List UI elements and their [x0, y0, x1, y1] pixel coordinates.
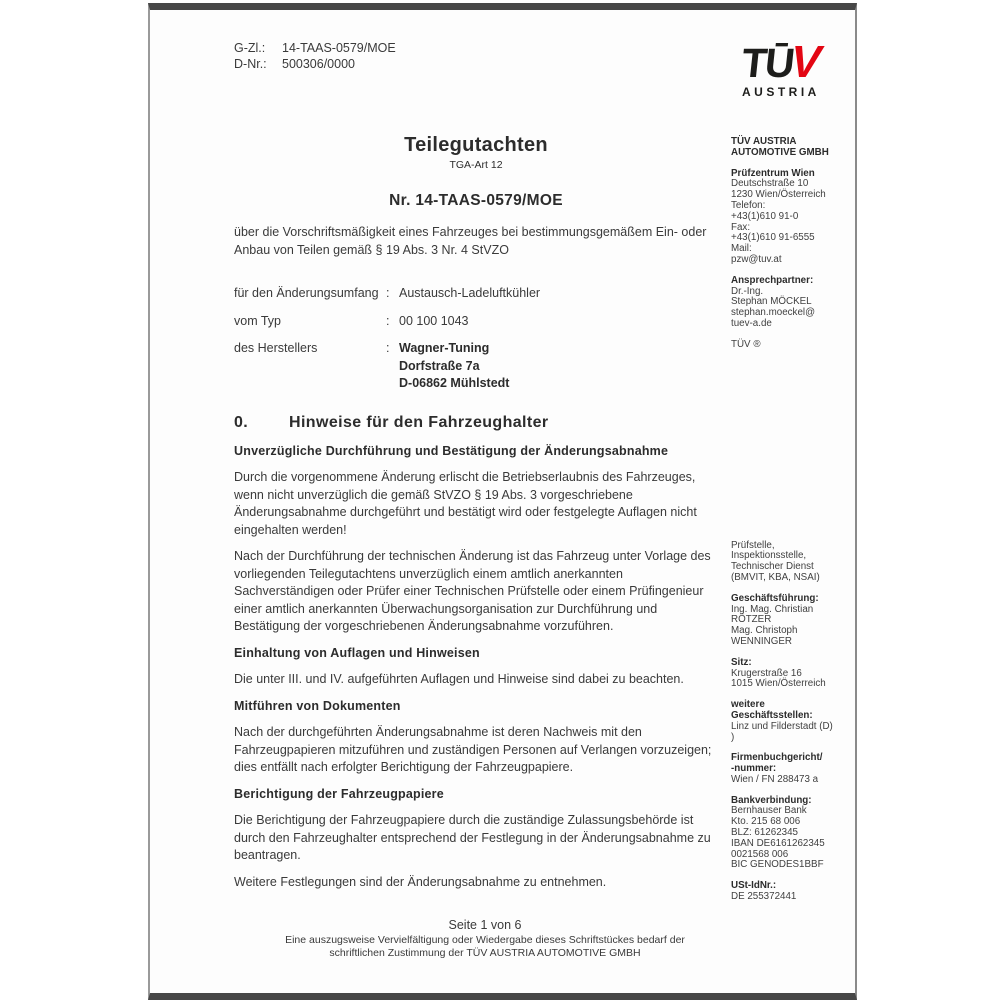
sidebar-line: Krugerstraße 16 [731, 667, 802, 679]
logo-v-letter: V [784, 36, 826, 87]
detail-colon: : [386, 313, 390, 328]
sidebar-contact-column [731, 137, 861, 913]
detail-value-line: D-06862 Mühlstedt [399, 376, 510, 390]
logo-tu-letters: TŪ [739, 40, 796, 86]
sidebar-line: Dr.-Ing. [731, 285, 764, 297]
sidebar-line: Inspektionsstelle, [731, 550, 807, 562]
detail-label: für den Änderungsumfang [234, 286, 379, 300]
sidebar-line: -nummer: [731, 763, 777, 775]
sidebar-line: Linz und Filderstadt (D) [731, 720, 833, 732]
detail-colon: : [386, 286, 390, 300]
document-title: Teilegutachten [404, 134, 548, 156]
document-page [148, 3, 857, 1000]
detail-colon: : [386, 341, 390, 355]
sidebar-line: Telefon: [731, 199, 766, 211]
document-subtitle: TGA-Art 12 [449, 159, 503, 171]
detail-rows [234, 285, 718, 393]
detail-value-line: Dorfstraße 7a [399, 358, 480, 373]
sidebar-line: weitere [731, 699, 765, 711]
sidebar-line: Technischer Dienst [731, 561, 814, 573]
sidebar-line: Ansprechpartner: [731, 274, 814, 286]
sidebar-group [731, 796, 861, 872]
sidebar-line: 0021568 006 [731, 848, 789, 860]
sidebar-line: Mag. Christoph [731, 625, 798, 637]
sidebar-line: BIC GENODES1BBF [731, 859, 824, 871]
detail-row [234, 313, 718, 331]
sidebar-line: Fax: [731, 221, 751, 233]
sidebar-line: Bernhauser Bank [731, 805, 807, 817]
sidebar-line: Kto. 215 68 006 [731, 816, 801, 828]
tuv-austria-logo [739, 36, 852, 99]
title-block [234, 134, 718, 210]
sidebar-group [731, 753, 861, 785]
body-subheading: Einhaltung von Auflagen und Hinweisen [234, 645, 480, 660]
intro-paragraph: über die Vorschriftsmäßigkeit eines Fahrzeuges bei bestimmungsgemäßem Ein- oder Anbau von Teilen gemäß § 19 Abs. 3 Nr. 4 StVZO [234, 225, 707, 257]
reference-numbers [234, 40, 396, 72]
gz-label: G-Zl.: [234, 41, 266, 55]
sidebar-line: TÜV AUSTRIA [731, 136, 797, 147]
sidebar-line: Prüfstelle, [731, 539, 775, 551]
body-paragraph: Nach der durchgeführten Änderungsabnahme ist deren Nachweis mit den Fahrzeugpapieren mitzuführen und zuständigen Personen auf Verlangen vorzuzeigen; dies entfällt nach erfolgter Berichtigung der Fahrzeugpapiere. [234, 725, 712, 774]
copyright-note-line2: schriftlichen Zustimmung der TÜV AUSTRIA AUTOMOTIVE GMBH [329, 946, 641, 959]
sidebar-line: Ing. Mag. Christian [731, 603, 814, 615]
sidebar-group [731, 658, 861, 690]
sidebar-line: BLZ: 61262345 [731, 827, 798, 839]
body-paragraph: Durch die vorgenommene Änderung erlischt die Betriebserlaubnis des Fahrzeuges, wenn nicht unverzüglich die gemäß StVZO § 19 Abs. 3 vorgeschriebene Änderungsabnahme durchgeführt und bestätigt wird oder festgelegte Auflagen nicht eingehalten werden! [234, 470, 697, 537]
sidebar-group [731, 881, 861, 903]
sidebar-line: stephan.moeckel@ [731, 307, 816, 319]
sidebar-group [731, 340, 861, 351]
sidebar-group [731, 700, 861, 743]
sidebar-line: IBAN DE6161262345 [731, 837, 825, 849]
detail-label: vom Typ [234, 313, 282, 328]
sidebar-line: Mail: [731, 243, 752, 255]
sidebar-line: pzw@tuv.at [731, 253, 782, 265]
detail-value [399, 285, 540, 303]
body-subheading: Berichtigung der Fahrzeugpapiere [234, 786, 444, 801]
sidebar-line: AUTOMOTIVE GMBH [731, 146, 829, 158]
sidebar-group [731, 169, 861, 266]
copyright-note-line1: Eine auszugsweise Vervielfältigung oder Wiedergabe dieses Schriftstückes bedarf der [285, 934, 685, 946]
sidebar-line: ) [731, 731, 735, 743]
sidebar-line: Geschäftsstellen: [731, 709, 813, 721]
sidebar-line: Sitz: [731, 656, 752, 668]
body-subheading: Mitführen von Dokumenten [234, 698, 401, 713]
sidebar-line: 1230 Wien/Österreich [731, 189, 826, 201]
body-subheading: Unverzügliche Durchführung und Bestätigung der Änderungsabnahme [234, 443, 669, 458]
detail-label: des Herstellers [234, 341, 318, 355]
sidebar-line: USt-IdNr.: [731, 880, 777, 892]
section-number: 0. [234, 413, 249, 431]
body-paragraph: Weitere Festlegungen sind der Änderungsabnahme zu entnehmen. [234, 874, 607, 889]
sidebar-line: RÖTZER [731, 614, 772, 626]
detail-value-line: 00 100 1043 [399, 313, 469, 328]
page-number: Seite 1 von 6 [448, 918, 522, 932]
body-paragraph: Die Berichtigung der Fahrzeugpapiere durch die zuständige Zulassungsbehörde ist durch den Fahrzeughalter entsprechend der Festlegung in der Änderungsabnahme zu beantragen. [234, 813, 711, 862]
logo-caption: AUSTRIA [742, 85, 820, 99]
sidebar-line: Stephan MÖCKEL [731, 296, 812, 308]
sidebar-line: Geschäftsführung: [731, 592, 819, 604]
tuv-logo-wordmark [739, 36, 852, 87]
sidebar-line: Prüfzentrum Wien [731, 167, 815, 179]
sidebar-line: DE 255372441 [731, 891, 797, 903]
gz-value: 14-TAAS-0579/MOE [282, 41, 396, 55]
detail-row [234, 340, 718, 393]
section-title: Hinweise für den Fahrzeughalter [289, 413, 549, 431]
body-blocks [234, 443, 718, 892]
document-number: Nr. 14-TAAS-0579/MOE [389, 192, 563, 209]
sidebar-group [731, 594, 861, 648]
sidebar-group [731, 276, 861, 330]
body-paragraph: Die unter III. und IV. aufgeführten Auflagen und Hinweise sind dabei zu beachten. [234, 672, 684, 686]
sidebar-line: TÜV ® [731, 338, 761, 350]
detail-value [399, 340, 509, 393]
dnr-row [234, 56, 396, 72]
sidebar-line: 1015 Wien/Österreich [731, 678, 826, 690]
sidebar-line: +43(1)610 91-6555 [731, 232, 815, 244]
gz-row [234, 40, 396, 56]
sidebar-line: Deutschstraße 10 [731, 178, 809, 190]
detail-value-line: Austausch-Ladeluftkühler [399, 286, 541, 300]
dnr-label: D-Nr.: [234, 57, 267, 71]
detail-value [399, 313, 469, 331]
detail-row [234, 285, 718, 303]
sidebar-group [731, 137, 861, 159]
sidebar-line: +43(1)610 91-0 [731, 210, 799, 222]
dnr-value: 500306/0000 [282, 57, 355, 71]
sidebar-line: tuev-a.de [731, 317, 772, 329]
sidebar-line: (BMVIT, KBA, NSAI) [731, 571, 820, 583]
page-footer [205, 918, 765, 959]
main-column [234, 224, 718, 900]
sidebar-line: Firmenbuchgericht/ [731, 752, 823, 764]
detail-value-line: Wagner-Tuning [399, 341, 490, 355]
body-paragraph: Nach der Durchführung der technischen Änderung ist das Fahrzeug unter Vorlage des vorliegenden Teilegutachtens unverzüglich einem amtlich anerkannten Sachverständigen oder Prüfer einer Technischen Prüfstelle oder einem Prüfingenieur einer amtlich anerkannten Überwachungsorganisation zur Durchführung und Bestätigung der vorgeschriebenen Änderungsabnahme vorzuführen. [234, 549, 711, 633]
sidebar-line: WENNINGER [731, 635, 792, 647]
sidebar-group [731, 541, 861, 584]
sidebar-line: Bankverbindung: [731, 794, 812, 806]
sidebar-line: Wien / FN 288473 a [731, 773, 819, 785]
section-heading [234, 413, 718, 433]
